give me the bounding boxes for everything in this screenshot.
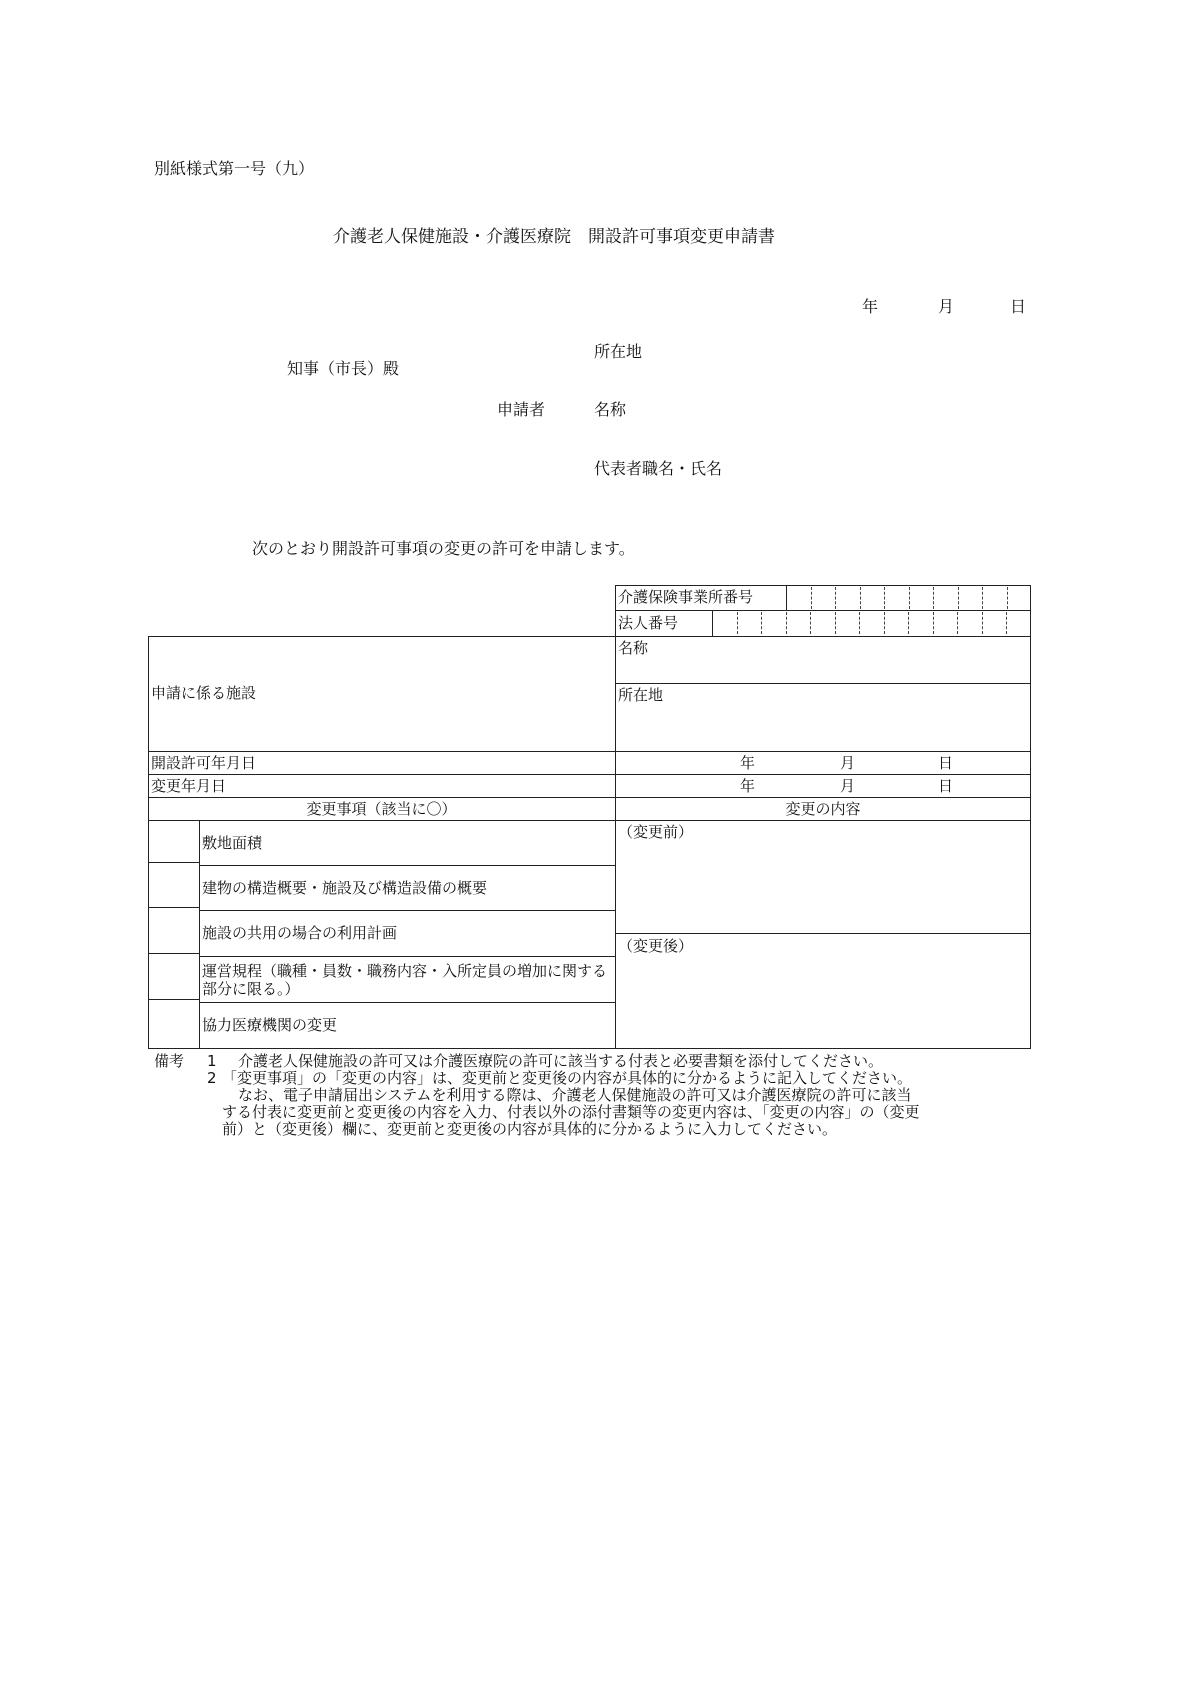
change-date-label: 変更年月日 <box>151 777 227 795</box>
change-day: 日 <box>938 777 954 795</box>
addressee: 知事（市長）殿 <box>287 359 400 378</box>
digit-separator <box>933 612 934 634</box>
applicant-label: 申請者 <box>497 400 546 419</box>
row-divider <box>148 999 199 1000</box>
digit-separator <box>859 612 860 634</box>
change-year: 年 <box>740 777 756 795</box>
digit-separator <box>860 587 861 609</box>
note-number: 2 <box>207 1069 217 1087</box>
change-item-label: 運営規程（職種・員数・職務内容・入所定員の増加に関する部分に限る。） <box>202 962 608 998</box>
change-item-checkbox[interactable] <box>150 958 198 1000</box>
applicant-name-label: 名称 <box>594 400 627 419</box>
digit-separator <box>982 612 983 634</box>
digit-separator <box>958 587 959 609</box>
change-item-label: 敷地面積 <box>202 833 263 852</box>
form-title: 介護老人保健施設・介護医療院 開設許可事項変更申請書 <box>333 227 775 247</box>
row-divider <box>199 910 615 911</box>
digit-separator <box>835 587 836 609</box>
insurance-no-label: 介護保険事業所番号 <box>618 588 754 606</box>
note-line: 「変更事項」の「変更の内容」は、変更前と変更後の内容が具体的に分かるように記入してください。 <box>222 1069 913 1087</box>
digit-separator <box>909 587 910 609</box>
digit-separator <box>908 612 909 634</box>
digit-separator <box>786 612 787 634</box>
digit-separator <box>737 612 738 634</box>
after-label: （変更後） <box>618 937 694 955</box>
form-id: 別紙様式第一号（九） <box>154 159 315 178</box>
change-item-checkbox[interactable] <box>150 1004 198 1046</box>
row-divider <box>199 956 615 957</box>
row-divider <box>148 907 199 908</box>
items-header: 変更事項（該当に〇） <box>306 800 457 818</box>
digit-separator <box>1006 612 1007 634</box>
note-line: する付表に変更前と変更後の内容を入力、付表以外の添付書類等の変更内容は、「変更の内容」の（変更 <box>222 1103 920 1121</box>
content-header: 変更の内容 <box>785 800 861 818</box>
permit-date-label: 開設許可年月日 <box>151 754 257 772</box>
change-item-label: 協力医療機関の変更 <box>202 1016 338 1034</box>
change-item-checkbox[interactable] <box>150 912 198 954</box>
digit-separator <box>982 587 983 609</box>
note-line: 前）と（変更後）欄に、変更前と変更後の内容が具体的に分かるように入力してください。 <box>222 1120 838 1138</box>
digit-separator <box>1007 587 1008 609</box>
date-day: 日 <box>1010 297 1027 316</box>
row-divider <box>148 953 199 954</box>
note-line: なお、電子申請届出システムを利用する際は、介護老人保健施設の許可又は介護医療院の許可に該当 <box>238 1086 912 1104</box>
change-item-label: 建物の構造概要・施設及び構造設備の概要 <box>202 878 488 897</box>
digit-separator <box>957 612 958 634</box>
notes-label: 備考 <box>154 1052 185 1070</box>
digit-separator <box>835 612 836 634</box>
facility-address-label: 所在地 <box>618 686 664 704</box>
digit-separator <box>810 612 811 634</box>
permit-month: 月 <box>840 754 856 772</box>
change-month: 月 <box>840 777 856 795</box>
facility-name-label: 名称 <box>618 639 649 657</box>
digit-separator <box>761 612 762 634</box>
date-month: 月 <box>938 297 955 316</box>
row-divider <box>199 865 615 866</box>
change-item-checkbox[interactable] <box>150 822 198 863</box>
row-divider <box>148 862 199 863</box>
date-year: 年 <box>862 297 879 316</box>
applicant-address-label: 所在地 <box>594 342 643 361</box>
note-number: 1 <box>207 1052 217 1070</box>
digit-separator <box>811 587 812 609</box>
corp-no-label: 法人番号 <box>618 614 679 632</box>
permit-day: 日 <box>938 754 954 772</box>
digit-separator <box>884 587 885 609</box>
permit-year: 年 <box>740 754 756 772</box>
facility-label: 申請に係る施設 <box>151 684 257 702</box>
before-label: （変更前） <box>618 823 694 841</box>
change-item-label: 施設の共用の場合の利用計画 <box>202 924 398 942</box>
row-divider <box>199 1002 615 1003</box>
statement: 次のとおり開設許可事項の変更の許可を申請します。 <box>252 539 635 558</box>
note-line: 介護老人保健施設の許可又は介護医療院の許可に該当する付表と必要書類を添付してください。 <box>238 1052 884 1070</box>
change-item-checkbox[interactable] <box>150 867 198 908</box>
digit-separator <box>933 587 934 609</box>
representative-label: 代表者職名・氏名 <box>594 459 723 478</box>
digit-separator <box>884 612 885 634</box>
